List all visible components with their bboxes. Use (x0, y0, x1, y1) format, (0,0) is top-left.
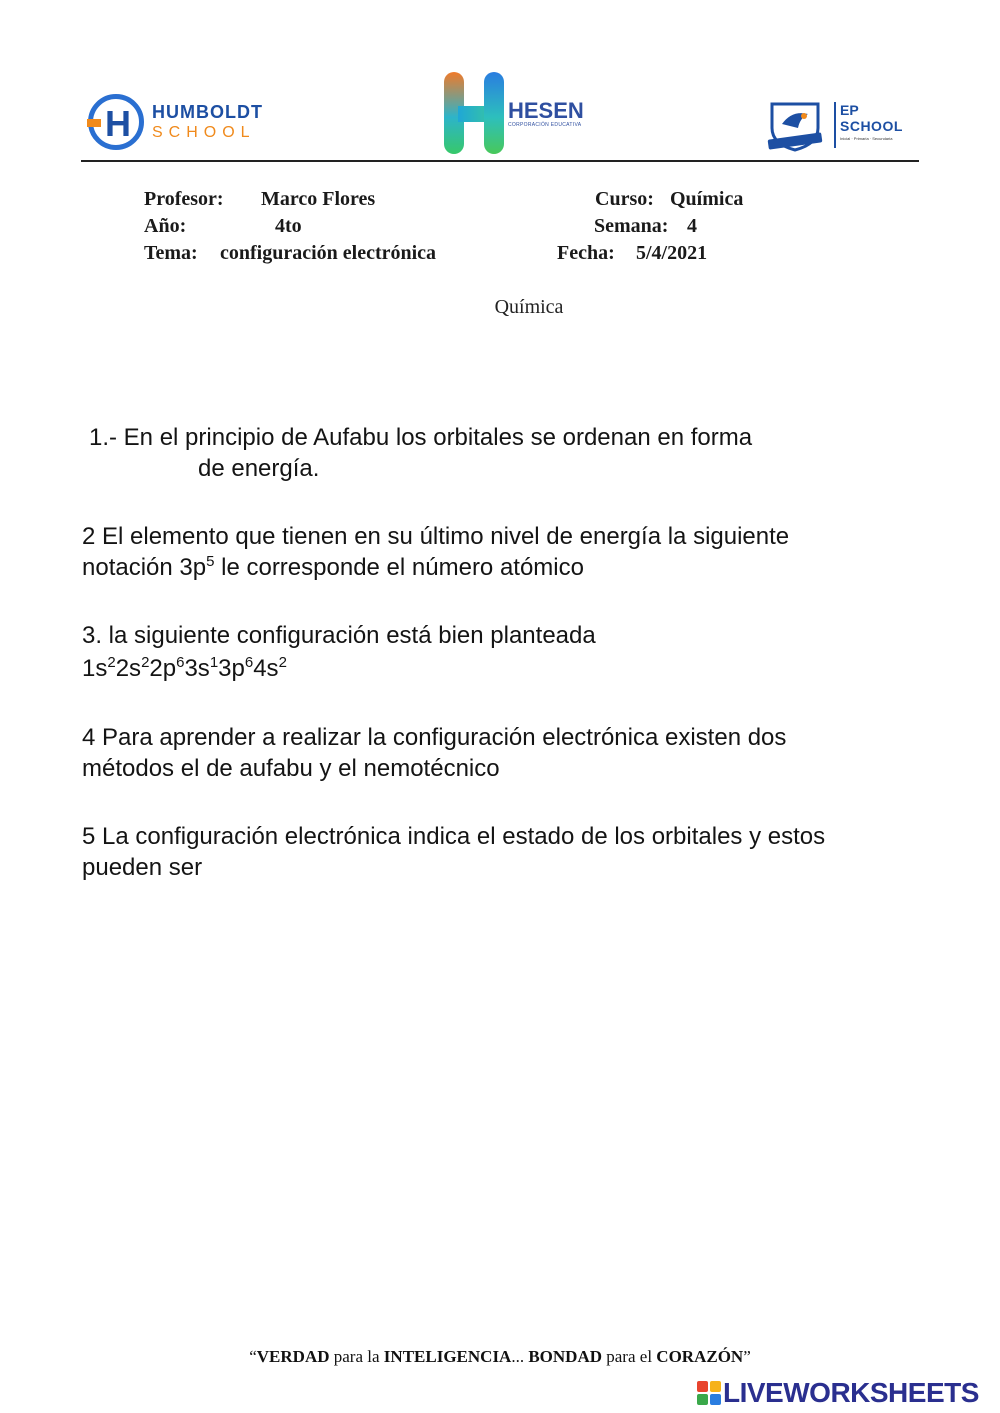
config-exponent: 6 (176, 654, 185, 671)
ep-logo-divider (834, 102, 836, 148)
liveworksheets-text: LIVEWORKSHEETS (723, 1377, 979, 1408)
header-divider (81, 160, 919, 162)
liveworksheets-grid-icon (697, 1381, 721, 1405)
config-orbital: 3p (218, 655, 245, 682)
question-5-line-2: pueden ser (82, 854, 203, 881)
anio-label: Año: (144, 215, 187, 237)
question-5-line-1: 5 La configuración electrónica indica el estado de los orbitales y estos (82, 823, 826, 850)
question-2-line-1: 2 El elemento que tienen en su último nivel de energía la siguiente (82, 523, 790, 550)
school-motto: “VERDAD para la INTELIGENCIA... BONDAD para el CORAZÓN” (249, 1347, 751, 1366)
ep-logo-name: EP (840, 102, 859, 118)
question-3-line-1: 3. la siguiente configuración está bien planteada (82, 622, 596, 649)
config-exponent: 2 (107, 654, 116, 671)
config-orbital: 2s (115, 655, 142, 682)
ep-logo-tagline: Inicial · Primaria · Secundaria (840, 136, 893, 141)
question-2-notation: notación 3p (82, 554, 207, 581)
humboldt-logo-name: HUMBOLDT (152, 102, 263, 122)
humboldt-school-logo (88, 92, 268, 158)
curso-label: Curso: (595, 188, 654, 210)
subject-title: Química (494, 296, 564, 318)
question-2-line-2 (82, 552, 584, 583)
question-1-line-1: 1.- En el principio de Aufabu los orbitales se ordenan en forma (89, 424, 753, 451)
hesen-logo-name: HESEN (508, 98, 584, 123)
config-orbital: 3s (184, 655, 210, 682)
semana-label: Semana: (594, 215, 669, 237)
config-orbital: 1s (82, 655, 108, 682)
question-1-line-2: de energía. (198, 455, 320, 482)
tema-label: Tema: (144, 242, 198, 264)
config-orbital: 2p (149, 655, 177, 682)
fecha-value: 5/4/2021 (636, 242, 708, 264)
ep-shield-icon (764, 98, 826, 152)
tema-value: configuración electrónica (220, 242, 437, 264)
hesen-h-right-stroke (484, 72, 504, 154)
question-3-configuration (82, 653, 287, 684)
config-exponent: 2 (141, 654, 150, 671)
ep-school-logo (764, 98, 914, 154)
question-4-line-2: métodos el de aufabu y el nemotécnico (82, 755, 500, 782)
question-2-exponent: 5 (206, 553, 215, 570)
humboldt-logo-sub: SCHOOL (152, 124, 256, 141)
ep-logo-school: SCHOOL (840, 118, 903, 134)
config-exponent: 6 (244, 654, 254, 671)
hesen-logo (444, 72, 594, 158)
liveworksheets-watermark[interactable] (697, 1377, 997, 1411)
config-orbital: 4s (253, 655, 279, 682)
hesen-logo-sub: CORPORACIÓN EDUCATIVA (508, 122, 582, 128)
config-exponent: 2 (278, 654, 287, 671)
anio-value: 4to (275, 215, 302, 237)
config-exponent: 1 (209, 654, 219, 671)
question-2-tail: le corresponde el número atómico (214, 554, 584, 581)
fecha-label: Fecha: (557, 242, 615, 264)
semana-value: 4 (687, 215, 697, 237)
question-4-line-1: 4 Para aprender a realizar la configuración electrónica existen dos (82, 724, 787, 751)
curso-value: Química (670, 188, 744, 210)
humboldt-emblem-icon: H (88, 94, 144, 150)
profesor-label: Profesor: (144, 188, 224, 210)
profesor-value: Marco Flores (261, 188, 376, 210)
